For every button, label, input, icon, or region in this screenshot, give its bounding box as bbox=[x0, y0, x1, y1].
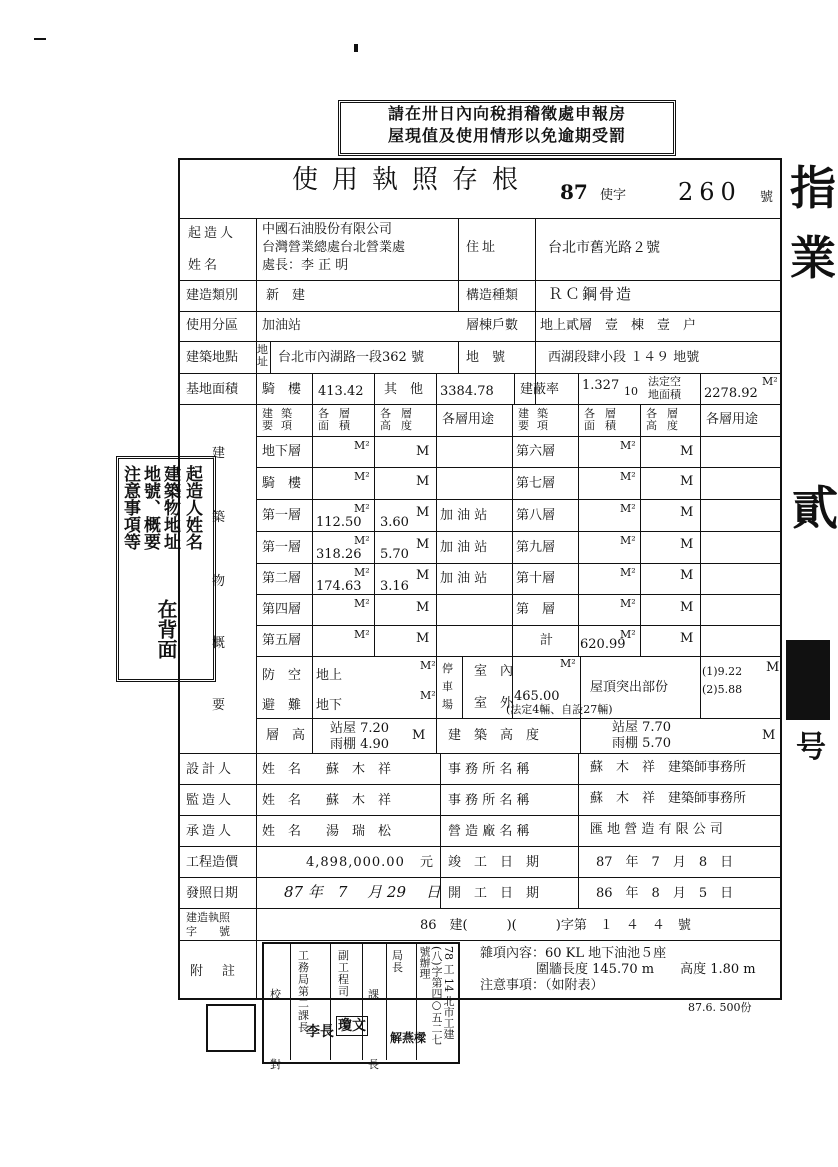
head-use-left: 各層用途 bbox=[442, 412, 495, 427]
head-item-right: 建築要項 bbox=[518, 407, 556, 432]
supervisor-office-label: 事 務 所 名 稱 bbox=[448, 793, 530, 808]
seal-name-3: 解燕樑 bbox=[390, 1031, 427, 1045]
supervisor-office: 蘇 木 祥 建築師事務所 bbox=[590, 791, 747, 806]
coverage-unit: 10 bbox=[624, 385, 638, 398]
designer-name: 蘇 木 祥 bbox=[326, 762, 392, 777]
other-label: 其 他 bbox=[384, 382, 424, 397]
height-unit: M bbox=[680, 568, 694, 583]
canopy-height: 雨棚 4.90 bbox=[330, 737, 390, 752]
stamp-section-chief: 工務局第二課長 bbox=[298, 949, 309, 1034]
area-unit: M² bbox=[420, 659, 436, 672]
edge-ink-blot bbox=[786, 640, 830, 720]
floor-name: 地下層 bbox=[262, 444, 302, 459]
shelter-above: 地上 bbox=[316, 668, 343, 683]
side-stamp-col: 在背面 bbox=[154, 599, 178, 659]
supervisor-label: 監造人 bbox=[186, 793, 235, 808]
contractor-name: 湯 瑞 松 bbox=[326, 824, 392, 839]
builder-label: 起造人 bbox=[188, 226, 237, 241]
parking-label: 停車場 bbox=[442, 662, 453, 711]
station-height: 站屋 7.20 bbox=[330, 721, 390, 736]
address-value: 台北市舊光路２號 bbox=[548, 240, 660, 256]
build-type-label: 建造類別 bbox=[186, 288, 239, 303]
area-unit: M² bbox=[620, 597, 636, 610]
supervisor-name-label: 姓 名 bbox=[262, 793, 302, 808]
contractor-firm-label: 營 造 廠 名 稱 bbox=[448, 824, 530, 839]
builder-director: 處長：李 正 明 bbox=[262, 258, 349, 273]
site-address: 台北市內湖路一段362 號 bbox=[278, 350, 424, 365]
area-unit: M² bbox=[620, 470, 636, 483]
form-title: 使用執照存根 bbox=[292, 165, 533, 195]
canopy-building-height: 雨棚 5.70 bbox=[612, 736, 672, 751]
area-unit: M² bbox=[420, 689, 436, 702]
lot-value: 西湖段肆小段 １４９ 地號 bbox=[548, 350, 700, 365]
side-stamp-col: 注意事項等 bbox=[120, 465, 140, 550]
overview-char: 築 bbox=[212, 510, 226, 525]
height-unit: M bbox=[680, 474, 694, 489]
height-unit: M bbox=[680, 505, 694, 520]
overview-char: 要 bbox=[212, 698, 226, 713]
arcade-label: 騎 樓 bbox=[262, 382, 302, 397]
floor-area: 112.50 bbox=[316, 515, 362, 530]
floor-name: 第六層 bbox=[516, 444, 556, 459]
floor-total-area: 620.99 bbox=[580, 637, 626, 652]
overview-char: 物 bbox=[212, 574, 226, 589]
floor-name: 第七層 bbox=[516, 476, 556, 491]
tax-notice-stamp bbox=[338, 100, 676, 156]
floor-name: 第九層 bbox=[516, 540, 556, 555]
area-unit: M² bbox=[620, 502, 636, 515]
head-item-left: 建築要項 bbox=[262, 407, 300, 432]
designer-office-label: 事 務 所 名 稱 bbox=[448, 762, 530, 777]
cost-value: 4,898,000.00 bbox=[306, 855, 405, 870]
edge-mark: 貳 bbox=[792, 481, 838, 535]
structure-value: ＲＣ鋼骨造 bbox=[548, 285, 634, 303]
height-unit: M bbox=[416, 537, 430, 552]
number-word: 使字 bbox=[600, 188, 627, 203]
height-unit: M bbox=[680, 631, 694, 646]
remark-line-2: 圍牆長度 145.70 m 高度 1.80 m bbox=[536, 962, 756, 977]
floor-use: 加 油 站 bbox=[440, 540, 488, 555]
lot-label: 地 號 bbox=[466, 350, 506, 365]
floor-name: 第八層 bbox=[516, 508, 556, 523]
head-height-right: 各層高度 bbox=[646, 407, 688, 432]
station-building-height: 站屋 7.70 bbox=[612, 720, 672, 735]
tax-notice-line1: 請在卅日內向稅捐稽徵處申報房 bbox=[387, 104, 626, 123]
remark-label: 附 註 bbox=[190, 964, 239, 979]
stamp-proofread: 校對 bbox=[270, 988, 281, 1071]
parking-outdoor-label: 室 外 bbox=[474, 696, 514, 711]
seal-name-1: 李長 bbox=[306, 1024, 334, 1040]
scan-speck bbox=[34, 38, 46, 40]
overview-char: 建 bbox=[212, 446, 226, 461]
completion-date-label: 竣 工 日 期 bbox=[448, 855, 540, 870]
use-zone-value: 加油站 bbox=[262, 318, 302, 333]
stamp-chief: 課長 bbox=[368, 988, 379, 1071]
height-unit: M bbox=[680, 537, 694, 552]
number-prefix: 87 bbox=[560, 180, 588, 204]
official-seal-icon bbox=[206, 1004, 256, 1052]
shelter-below: 地下 bbox=[316, 698, 343, 713]
build-type-value: 新 建 bbox=[266, 288, 306, 303]
issue-date-label: 發照日期 bbox=[186, 886, 239, 901]
height-unit: M bbox=[680, 444, 694, 459]
legal-space-label-2: 地面積 bbox=[648, 388, 681, 401]
legal-space-value: 2278.92 bbox=[704, 386, 758, 401]
builder-name-label: 姓名 bbox=[188, 258, 221, 273]
permit-number: 260 bbox=[678, 178, 742, 206]
address-label: 住址 bbox=[466, 240, 499, 255]
height-unit: M bbox=[762, 728, 776, 743]
height-unit: M bbox=[416, 474, 430, 489]
floor-area: 318.26 bbox=[316, 547, 362, 562]
structure-label: 構造種類 bbox=[466, 288, 519, 303]
contractor-label: 承造人 bbox=[186, 824, 235, 839]
designer-label: 設計人 bbox=[186, 762, 235, 777]
roof-height-1: (1)9.22 bbox=[702, 665, 743, 678]
height-unit: M bbox=[412, 728, 426, 743]
area-unit: M² bbox=[620, 439, 636, 452]
floor-name: 第十層 bbox=[516, 571, 556, 586]
edge-mark: 業 bbox=[790, 231, 836, 285]
side-stamp-col: 建築物地址 bbox=[160, 465, 180, 550]
area-unit: M² bbox=[560, 657, 576, 670]
height-unit: M bbox=[680, 600, 694, 615]
stamp-deputy-engineer: 副工程司 bbox=[338, 949, 349, 998]
area-unit: M² bbox=[354, 534, 370, 547]
designer-name-label: 姓 名 bbox=[262, 762, 302, 777]
use-zone-label: 使用分區 bbox=[186, 318, 239, 333]
head-area-left: 各層面積 bbox=[318, 407, 360, 432]
cost-unit: 元 bbox=[420, 855, 434, 870]
head-area-right: 各層面積 bbox=[584, 407, 626, 432]
supervisor-name: 蘇 木 祥 bbox=[326, 793, 392, 808]
height-unit: M bbox=[766, 660, 780, 675]
start-date-label: 開 工 日 期 bbox=[448, 886, 540, 901]
edge-mark: 号 bbox=[796, 730, 826, 765]
floor-use: 加 油 站 bbox=[440, 508, 488, 523]
side-notice-stamp bbox=[116, 456, 216, 682]
height-unit: M bbox=[416, 444, 430, 459]
floor-height-label: 層 高 bbox=[266, 728, 306, 743]
issue-date: 87 年 7 月 29 日 bbox=[284, 883, 441, 901]
site-addr-label: 地址 bbox=[257, 343, 268, 368]
shelter-label: 避 難 bbox=[262, 698, 302, 713]
area-unit: M² bbox=[354, 597, 370, 610]
completion-date: 87 年 7 月 8 日 bbox=[596, 855, 734, 870]
air-defense-label: 防 空 bbox=[262, 668, 302, 683]
floor-area: 174.63 bbox=[316, 579, 362, 594]
side-stamp-col: 地號、概要 bbox=[140, 465, 160, 550]
floor-name: 第一層 bbox=[262, 508, 302, 523]
roof-label: 屋頂突出部份 bbox=[590, 680, 669, 695]
tax-notice-line2: 屋現值及使用情形以免逾期受罰 bbox=[387, 126, 626, 145]
remark-line-3: 注意事項：（如附表） bbox=[480, 978, 604, 993]
floor-name: 第二層 bbox=[262, 571, 302, 586]
parking-note: (法定4輛、自設27輛) bbox=[506, 703, 613, 716]
coverage-value: 1.327 bbox=[582, 378, 620, 393]
contractor-name-label: 姓 名 bbox=[262, 824, 302, 839]
area-unit: M² bbox=[620, 628, 636, 641]
overview-char: 概 bbox=[212, 636, 226, 651]
site-label: 建築地點 bbox=[186, 350, 239, 365]
builder-branch: 台灣營業總處台北營業處 bbox=[262, 240, 406, 255]
height-unit: M bbox=[416, 568, 430, 583]
edge-mark: 指 bbox=[790, 161, 836, 215]
floor-height: 5.70 bbox=[380, 547, 409, 562]
building-height-label: 建 築 高 度 bbox=[448, 728, 540, 743]
permit-label-1: 建造執照 bbox=[186, 911, 230, 924]
floors-value: 地上貳層 壹 棟 壹 户 bbox=[540, 318, 697, 333]
area-unit: M² bbox=[620, 534, 636, 547]
floor-name: 第四層 bbox=[262, 602, 302, 617]
floors-label: 層棟戶數 bbox=[466, 318, 519, 333]
start-date: 86 年 8 月 5 日 bbox=[596, 886, 734, 901]
print-footer: 87.6. 500份 bbox=[688, 1001, 752, 1014]
remark-line-1: 雜項內容：60 KL 地下油池５座 bbox=[480, 946, 667, 961]
parking-indoor-label: 室 內 bbox=[474, 664, 514, 679]
roof-height-2: (2)5.88 bbox=[702, 683, 743, 696]
other-area: 3384.78 bbox=[440, 384, 494, 399]
stamp-director: 局長 bbox=[392, 949, 403, 974]
height-unit: M bbox=[416, 631, 430, 646]
coverage-label: 建蔽率 bbox=[520, 382, 560, 397]
height-unit: M bbox=[416, 600, 430, 615]
seal-name-2: 瓊文 bbox=[338, 1018, 366, 1034]
side-stamp-col: 起造人姓名 bbox=[182, 465, 202, 550]
floor-height: 3.16 bbox=[380, 579, 409, 594]
floor-use: 加 油 站 bbox=[440, 571, 488, 586]
arcade-area: 413.42 bbox=[318, 384, 364, 399]
area-unit: M² bbox=[354, 439, 370, 452]
permit-label-2: 字 號 bbox=[186, 925, 230, 938]
area-unit: M² bbox=[354, 566, 370, 579]
head-height-left: 各層高度 bbox=[380, 407, 422, 432]
parking-outdoor-area: 465.00 bbox=[514, 689, 560, 704]
builder-company: 中國石油股份有限公司 bbox=[262, 222, 393, 237]
area-unit: M² bbox=[354, 628, 370, 641]
legal-space-label-1: 法定空 bbox=[648, 375, 681, 388]
area-unit: M² bbox=[354, 502, 370, 515]
area-unit: M² bbox=[620, 566, 636, 579]
approval-reference: 78 工 14 北市工建(八)字第四○五二七號辦理 bbox=[418, 946, 455, 1045]
floor-name: 第五層 bbox=[262, 633, 302, 648]
permit-value: 86 建( )( )字第 １ ４ ４ 號 bbox=[420, 918, 691, 933]
floor-name: 第一層 bbox=[262, 540, 302, 555]
base-area-label: 基地面積 bbox=[186, 382, 239, 397]
scan-speck bbox=[354, 44, 358, 52]
floor-total-label: 計 bbox=[540, 633, 554, 648]
legal-space-unit: M² bbox=[762, 375, 778, 388]
floor-name: 第 層 bbox=[516, 602, 556, 617]
number-suffix: 號 bbox=[760, 190, 774, 205]
floor-height: 3.60 bbox=[380, 515, 409, 530]
height-unit: M bbox=[416, 505, 430, 520]
floor-name: 騎 樓 bbox=[262, 476, 302, 491]
cost-label: 工程造價 bbox=[186, 855, 239, 870]
designer-office: 蘇 木 祥 建築師事務所 bbox=[590, 760, 747, 775]
area-unit: M² bbox=[354, 470, 370, 483]
head-use-right: 各層用途 bbox=[706, 412, 759, 427]
contractor-firm: 匯 地 營 造 有 限 公 司 bbox=[590, 822, 723, 837]
